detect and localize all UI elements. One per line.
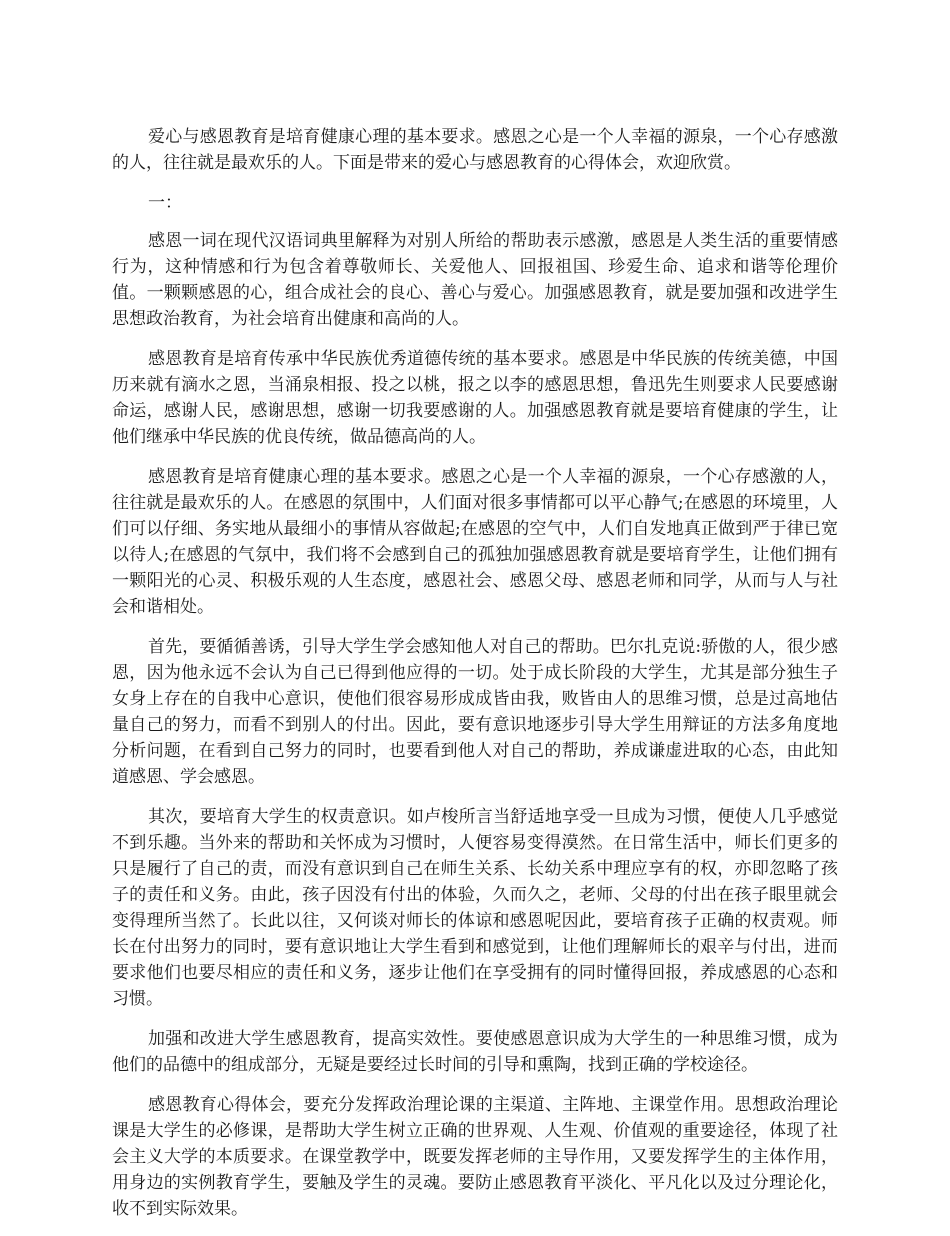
section-heading: 一： bbox=[148, 193, 182, 213]
body-paragraph: 感恩教育是培育健康心理的基本要求。感恩之心是一个人幸福的源泉，一个心存感激的人，往往就是最欢乐的人。在感恩的氛围中，人们面对很多事情都可以平心静气;在感恩的环境里，人们可以仔细、务实地从最细小的事情从容做起;在感恩的空气中，人们自发地真正做到严于律已宽以待人;在感恩的气氛中，我们将不会感到自己的孤独加强感恩教育就是要培育学生，让他们拥有一颗阳光的心灵、积极乐观的人生态度，感恩社会、感恩父母、感恩老师和同学，从而与人与社会和谐相处。 bbox=[112, 467, 838, 617]
body-paragraph: 其次，要培育大学生的权责意识。如卢梭所言当舒适地享受一旦成为习惯，便使人几乎感觉不到乐趣。当外来的帮助和关怀成为习惯时，人便容易变得漠然。在日常生活中，师长们更多的只是履行了自己的责，而没有意识到自己在师生关系、长幼关系中理应享有的权，亦即忽略了孩子的责任和义务。由此，孩子因没有付出的体验，久而久之，老师、父母的付出在孩子眼里就会变得理所当然了。长此以往，又何谈对师长的体谅和感恩呢因此，要培育孩子正确的权责观。师长在付出努力的同时，要有意识地让大学生看到和感觉到，让他们理解师长的艰辛与付出，进而要求他们也要尽相应的责任和义务，逐步让他们在享受拥有的同时懂得回报，养成感恩的心态和习惯。 bbox=[112, 807, 838, 1009]
body-paragraph: 感恩教育心得体会，要充分发挥政治理论课的主渠道、主阵地、主课堂作用。思想政治理论课是大学生的必修课，是帮助大学生树立正确的世界观、人生观、价值观的重要途径，体现了社会主义大学的本质要求。在课堂教学中，既要发挥老师的主导作用，又要发挥学生的主体作用，用身边的实例教育学生，要触及学生的灵魂。要防止感恩教育平淡化、平凡化以及过分理论化，收不到实际效果。 bbox=[112, 1095, 838, 1219]
intro-paragraph: 爱心与感恩教育是培育健康心理的基本要求。感恩之心是一个人幸福的源泉，一个心存感激的人，往往就是最欢乐的人。下面是带来的爱心与感恩教育的心得体会，欢迎欣赏。 bbox=[112, 127, 838, 173]
body-paragraph: 首先，要循循善诱，引导大学生学会感知他人对自己的帮助。巴尔扎克说:骄傲的人，很少感恩，因为他永远不会认为自己已得到他应得的一切。处于成长阶段的大学生，尤其是部分独生子女身上存在的自我中心意识，使他们很容易形成成皆由我，败皆由人的思维习惯，总是过高地估量自己的努力，而看不到别人的付出。因此，要有意识地逐步引导大学生用辩证的方法多角度地分析问题，在看到自己努力的同时，也要看到他人对自己的帮助，养成谦虚进取的心态，由此知道感恩、学会感恩。 bbox=[112, 637, 838, 787]
body-paragraph: 加强和改进大学生感恩教育，提高实效性。要使感恩意识成为大学生的一种思维习惯，成为他们的品德中的组成部分，无疑是要经过长时间的引导和熏陶，找到正确的学校途径。 bbox=[112, 1029, 838, 1075]
document-body bbox=[112, 124, 838, 1236]
body-paragraph: 感恩教育是培育传承中华民族优秀道德传统的基本要求。感恩是中华民族的传统美德，中国历来就有滴水之恩，当涌泉相报、投之以桃，报之以李的感恩思想，鲁迅先生则要求人民要感谢命运，感谢人民，感谢思想，感谢一切我要感谢的人。加强感恩教育就是要培育健康的学生，让他们继承中华民族的优良传统，做品德高尚的人。 bbox=[112, 349, 838, 447]
body-paragraph: 感恩一词在现代汉语词典里解释为对别人所给的帮助表示感激，感恩是人类生活的重要情感行为，这种情感和行为包含着尊敬师长、关爱他人、回报祖国、珍爱生命、追求和谐等伦理价值。一颗颗感恩的心，组合成社会的良心、善心与爱心。加强感恩教育，就是要加强和改进学生思想政治教育，为社会培育出健康和高尚的人。 bbox=[112, 231, 838, 329]
